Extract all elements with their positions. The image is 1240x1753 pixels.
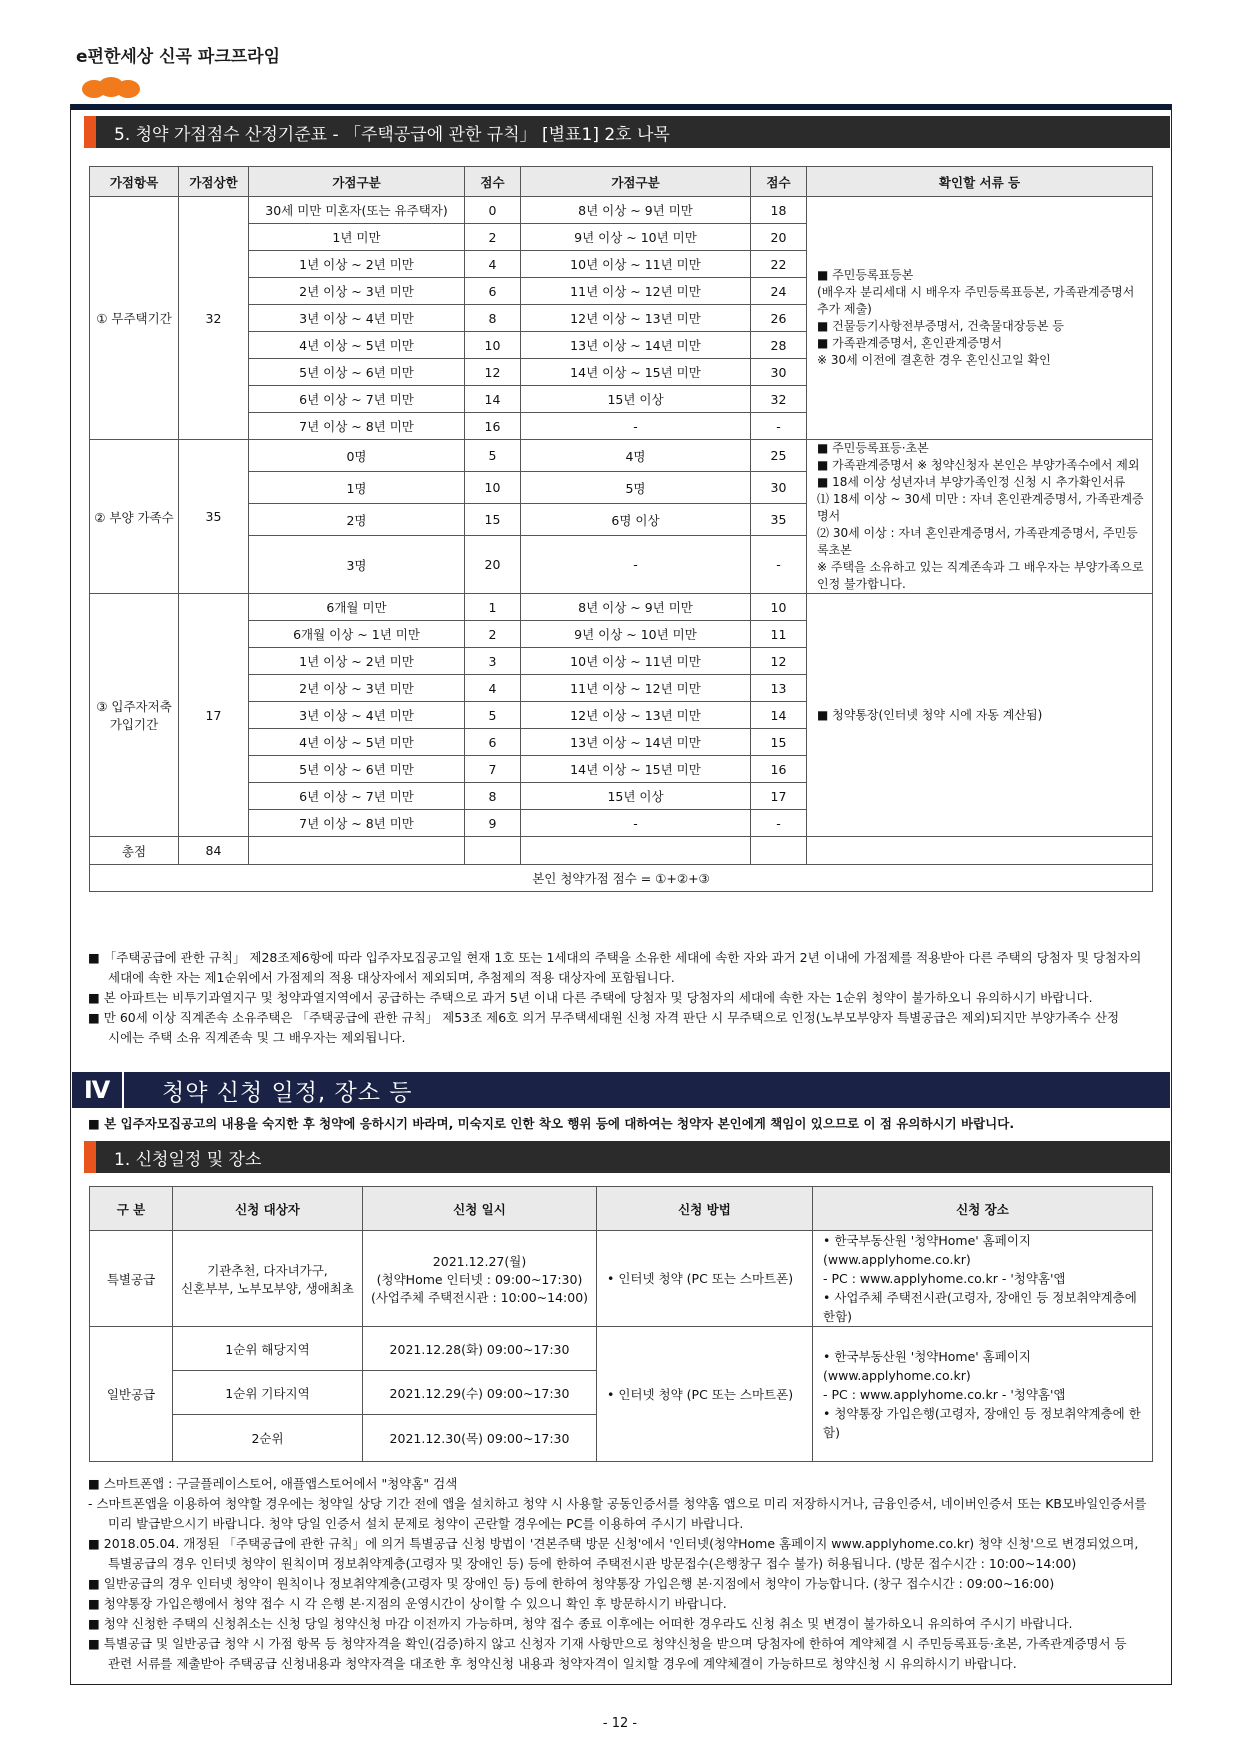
score-formula: 본인 청약가점 점수 = ①+②+③ <box>90 865 1153 892</box>
table-cell: 1년 이상 ~ 2년 미만 <box>249 648 465 675</box>
note-line: ■ 청약 신청한 주택의 신청취소는 신청 당일 청약신청 마감 이전까지 가능하며, 청약 접수 종료 이후에는 어떠한 경우라도 신청 취소 및 변경이 불가하오니 유의하여 주시기 바랍니다. <box>88 1616 1073 1631</box>
note-line: ■ 청약통장 가입은행에서 청약 접수 시 각 은행 본·지점의 운영시간이 상이할 수 있으니 확인 후 방문하시기 바랍니다. <box>88 1596 727 1611</box>
table-cell: 15년 이상 <box>521 386 751 413</box>
table-cell: 14년 이상 ~ 15년 미만 <box>521 359 751 386</box>
table-cell: 13년 이상 ~ 14년 미만 <box>521 729 751 756</box>
cell-line: 신혼부부, 노부모부양, 생애최초 <box>181 1280 354 1296</box>
supply-type: 일반공급 <box>90 1327 173 1462</box>
section1-title: 1. 신청일정 및 장소 <box>114 1149 262 1170</box>
target-group: 1순위 기타지역 <box>173 1371 363 1415</box>
required-docs <box>807 440 1153 594</box>
schedule-table <box>89 1186 1153 1462</box>
table-cell: 6개월 이상 ~ 1년 미만 <box>249 621 465 648</box>
table-cell: 2명 <box>249 504 465 536</box>
section-marker <box>84 116 96 148</box>
cell-line: • 청약통장 가입은행(고령자, 장애인 등 정보취약계층에 한함) <box>823 1405 1141 1440</box>
table-cell: 15 <box>751 729 807 756</box>
table-cell: - <box>521 810 751 837</box>
table-cell: 14 <box>751 702 807 729</box>
table-cell: 2 <box>465 621 521 648</box>
table-cell: 7년 이상 ~ 8년 미만 <box>249 810 465 837</box>
chapter4-header <box>72 1072 1170 1108</box>
column-header: 확인할 서류 등 <box>807 167 1153 197</box>
note-line: 세대에 속한 자는 제1순위에서 가점제의 적용 대상자에서 제외되며, 추첨제의 적용 대상자에 포함됩니다. <box>108 970 675 985</box>
column-header: 신청 대상자 <box>173 1187 363 1231</box>
table-cell: 3년 이상 ~ 4년 미만 <box>249 702 465 729</box>
table-cell: 5년 이상 ~ 6년 미만 <box>249 359 465 386</box>
apply-datetime: 2021.12.30(목) 09:00~17:30 <box>363 1415 597 1462</box>
table-cell: 3 <box>465 648 521 675</box>
table-cell: - <box>751 810 807 837</box>
table-cell: 11년 이상 ~ 12년 미만 <box>521 675 751 702</box>
note-line: ■ 만 60세 이상 직계존속 소유주택은 「주택공급에 관한 규칙」 제53조 제6호 의거 무주택세대원 신청 자격 판단 시 무주택으로 인정(노부모부양자 특별공급은 제외)되지만 부양가족수 산정 <box>88 1010 1120 1025</box>
table-cell: 7년 이상 ~ 8년 미만 <box>249 413 465 440</box>
table-cell: 4 <box>465 675 521 702</box>
cell-line: ■ 18세 이상 성년자녀 부양가족인정 신청 시 추가확인서류 <box>817 475 1126 489</box>
note-line: ■ 본 아파트는 비투기과열지구 및 청약과열지역에서 공급하는 주택으로 과거 5년 이내 다른 주택에 당첨자 및 당첨자의 세대에 속한 자는 1순위 청약이 불가하오니 유의하시기 바랍니다. <box>88 990 1093 1005</box>
note-line: 특별공급의 경우 인터넷 청약이 원칙이며 정보취약계층(고령자 및 장애인 등) 등에 한하여 주택전시관 방문접수(은행창구 접수 불가) 허용됩니다. (방문 접수시간 : 10:00~14:00) <box>108 1556 1077 1571</box>
note-line: ■ 「주택공급에 관한 규칙」 제28조제6항에 따라 입주자모집공고일 현재 1호 또는 1세대의 주택을 소유한 세대에 속한 자와 과거 2년 이내에 가점제를 적용받아 다른 주택의 당첨자 및 당첨자의 <box>88 950 1142 965</box>
table-cell: 22 <box>751 251 807 278</box>
table-cell: 13년 이상 ~ 14년 미만 <box>521 332 751 359</box>
section1-header <box>84 1141 1170 1173</box>
note-line: - 스마트폰앱을 이용하여 청약할 경우에는 청약일 상당 기간 전에 앱을 설치하고 청약 시 사용할 공동인증서를 청약홈 앱으로 미리 저장하시거나, 금융인증서, 네이버인증서 또는 KB모바일인증서를 <box>88 1496 1147 1511</box>
table-cell: 17 <box>751 783 807 810</box>
table-cell: 10 <box>751 594 807 621</box>
table-cell: 1명 <box>249 472 465 504</box>
table-cell <box>807 837 1153 865</box>
table-cell: 2년 이상 ~ 3년 미만 <box>249 278 465 305</box>
apply-place <box>813 1231 1153 1327</box>
cell-line: 2021.12.27(월) <box>432 1253 527 1269</box>
table-cell: 30세 미만 미혼자(또는 유주택자) <box>249 197 465 224</box>
table-cell: 12 <box>465 359 521 386</box>
table-cell <box>249 837 465 865</box>
table-cell: 8 <box>465 783 521 810</box>
table-cell: 12 <box>751 648 807 675</box>
column-header: 가점항목 <box>90 167 179 197</box>
score-max: 35 <box>179 440 249 594</box>
cell-line: ■ 주민등록표등본 <box>817 268 914 282</box>
table-cell <box>465 837 521 865</box>
score-item: ① 무주택기간 <box>90 197 179 440</box>
table-cell: 1년 미만 <box>249 224 465 251</box>
cell-line: ⑴ 18세 이상 ~ 30세 미만 : 자녀 혼인관계증명서, 가족관계증명서 <box>817 492 1144 523</box>
table-cell: 2 <box>465 224 521 251</box>
table-cell: 13 <box>751 675 807 702</box>
table-cell: 9 <box>465 810 521 837</box>
table-row <box>90 594 1153 621</box>
table-cell: 2년 이상 ~ 3년 미만 <box>249 675 465 702</box>
cell-line: ※ 주택을 소유하고 있는 직계존속과 그 배우자는 부양가족으로 인정 불가합니다. <box>817 560 1144 591</box>
table-cell: 12년 이상 ~ 13년 미만 <box>521 305 751 332</box>
table-cell: 14년 이상 ~ 15년 미만 <box>521 756 751 783</box>
table-cell: 30 <box>751 472 807 504</box>
note-line: ■ 일반공급의 경우 인터넷 청약이 원칙이나 정보취약계층(고령자 및 장애인 등) 등에 한하여 청약통장 가입은행 본·지점에서 청약이 가능합니다. (창구 접수시간 : 09:00~16:00) <box>88 1576 1055 1591</box>
supply-type: 특별공급 <box>90 1231 173 1327</box>
table-cell: 0명 <box>249 440 465 472</box>
cell-line: • 한국부동산원 '청약Home' 홈페이지 (www.applyhome.co.kr) <box>823 1348 1031 1383</box>
table-cell: 20 <box>751 224 807 251</box>
score-item: ② 부양 가족수 <box>90 440 179 594</box>
table-cell: - <box>751 536 807 594</box>
table-cell: 6 <box>465 278 521 305</box>
table-cell: 14 <box>465 386 521 413</box>
apply-place <box>813 1327 1153 1462</box>
cell-line: ■ 청약통장(인터넷 청약 시에 자동 계산됨) <box>817 707 1043 722</box>
table-cell: 8년 이상 ~ 9년 미만 <box>521 594 751 621</box>
table-cell: 16 <box>751 756 807 783</box>
schedule-notes <box>88 1474 1158 1674</box>
table-cell: 5년 이상 ~ 6년 미만 <box>249 756 465 783</box>
apply-datetime <box>363 1231 597 1327</box>
section5-title: 5. 청약 가점점수 산정기준표 - 「주택공급에 관한 규칙」 [별표1] 2호 나목 <box>114 124 670 145</box>
table-cell: 6명 이상 <box>521 504 751 536</box>
table-cell: 1 <box>465 594 521 621</box>
apply-datetime: 2021.12.29(수) 09:00~17:30 <box>363 1371 597 1415</box>
total-row <box>90 837 1153 865</box>
table-cell: 15 <box>465 504 521 536</box>
target-group <box>173 1231 363 1327</box>
brand-title: e편한세상 신곡 파크프라임 <box>76 47 281 67</box>
table-cell: - <box>521 413 751 440</box>
note-line: ■ 스마트폰앱 : 구글플레이스토어, 애플앱스토어에서 "청약홈" 검색 <box>88 1476 458 1491</box>
table-cell: - <box>751 413 807 440</box>
table-row <box>90 197 1153 224</box>
section5-header <box>84 116 1170 148</box>
table-cell: 35 <box>751 504 807 536</box>
required-docs <box>807 594 1153 837</box>
column-header: 신청 장소 <box>813 1187 1153 1231</box>
table-cell: 20 <box>465 536 521 594</box>
general-supply-row <box>90 1327 1153 1371</box>
score-notes <box>88 948 1158 1048</box>
chapter4-number: Ⅳ <box>72 1072 124 1108</box>
table-cell: 32 <box>751 386 807 413</box>
apply-datetime: 2021.12.28(화) 09:00~17:30 <box>363 1327 597 1371</box>
special-supply-row <box>90 1231 1153 1327</box>
table-cell: 4년 이상 ~ 5년 미만 <box>249 729 465 756</box>
column-header: 가점구분 <box>521 167 751 197</box>
note-line: ■ 특별공급 및 일반공급 청약 시 가점 항목 등 청약자격을 확인(검증)하지 않고 신청자 기재 사항만으로 청약신청을 받으며 당첨자에 한하여 계약체결 시 주민등록표등·초본, 가족관계증명서 등 <box>88 1636 1127 1651</box>
table-cell: 3년 이상 ~ 4년 미만 <box>249 305 465 332</box>
cell-line: (배우자 분리세대 시 배우자 주민등록표등본, 가족관계증명서 추가 제출) <box>817 285 1135 316</box>
cell-line: ⑵ 30세 이상 : 자녀 혼인관계증명서, 가족관계증명서, 주민등록초본 <box>817 526 1138 557</box>
score-table <box>89 166 1153 892</box>
table-cell: 15년 이상 <box>521 783 751 810</box>
brand-logo-icon <box>80 76 142 98</box>
column-header: 점수 <box>751 167 807 197</box>
table-cell: 1년 이상 ~ 2년 미만 <box>249 251 465 278</box>
table-cell: 10년 이상 ~ 11년 미만 <box>521 251 751 278</box>
table-cell: 6개월 미만 <box>249 594 465 621</box>
cell-line: • 한국부동산원 '청약Home' 홈페이지 (www.applyhome.co.kr) <box>823 1233 1031 1267</box>
table-cell: 16 <box>465 413 521 440</box>
cell-line: ※ 30세 이전에 결혼한 경우 혼인신고일 확인 <box>817 353 1051 367</box>
total-max: 84 <box>179 837 249 865</box>
page-number: - 12 - <box>602 1716 638 1731</box>
cell-line: (사업주체 주택전시관 : 10:00~14:00) <box>370 1289 589 1305</box>
section-marker <box>84 1141 96 1173</box>
table-cell: 8 <box>465 305 521 332</box>
table-cell: 6년 이상 ~ 7년 미만 <box>249 783 465 810</box>
cell-line: ■ 주민등록표등·초본 <box>817 441 929 455</box>
table-cell: 26 <box>751 305 807 332</box>
table-cell: 7 <box>465 756 521 783</box>
table-cell: 25 <box>751 440 807 472</box>
table-cell: 8년 이상 ~ 9년 미만 <box>521 197 751 224</box>
note-line: 시에는 주택 소유 직계존속 및 그 배우자는 제외됩니다. <box>108 1030 406 1045</box>
table-cell: 10 <box>465 472 521 504</box>
column-header: 점수 <box>465 167 521 197</box>
table-cell: 6 <box>465 729 521 756</box>
cell-line: (청약Home 인터넷 : 09:00~17:30) <box>376 1271 583 1287</box>
column-header: 구 분 <box>90 1187 173 1231</box>
apply-method: • 인터넷 청약 (PC 또는 스마트폰) <box>597 1231 813 1327</box>
table-cell: 0 <box>465 197 521 224</box>
target-group: 1순위 해당지역 <box>173 1327 363 1371</box>
chapter4-title: 청약 신청 일정, 장소 등 <box>162 1079 413 1106</box>
table-cell: 5 <box>465 702 521 729</box>
formula-row <box>90 865 1153 892</box>
table-cell: 4년 이상 ~ 5년 미만 <box>249 332 465 359</box>
note-line: 관련 서류를 제출받아 주택공급 신청내용과 청약자격을 대조한 후 청약신청 내용과 청약자격이 일치할 경우에 계약체결이 가능하므로 청약신청 시 유의하시기 바랍니다. <box>108 1656 1017 1671</box>
column-header: 신청 일시 <box>363 1187 597 1231</box>
table-cell: 4 <box>465 251 521 278</box>
table-cell: 30 <box>751 359 807 386</box>
note-line: ■ 2018.05.04. 개정된 「주택공급에 관한 규칙」에 의거 특별공급 신청 방법이 '견본주택 방문 신청'에서 '인터넷(청약Home 홈페이지 www.applyhome.co.kr) 청약 신청'으로 변경되었으며, <box>88 1536 1139 1551</box>
table-cell: 11 <box>751 621 807 648</box>
table-cell <box>521 837 751 865</box>
table-cell: 10년 이상 ~ 11년 미만 <box>521 648 751 675</box>
score-max: 32 <box>179 197 249 440</box>
table-cell: 10 <box>465 332 521 359</box>
table-cell: 11년 이상 ~ 12년 미만 <box>521 278 751 305</box>
cell-line: • 사업주체 주택전시관(고령자, 장애인 등 정보취약계층에 한함) <box>823 1290 1137 1324</box>
required-docs <box>807 197 1153 440</box>
column-header: 가점상한 <box>179 167 249 197</box>
total-label: 총점 <box>90 837 179 865</box>
table-cell: 6년 이상 ~ 7년 미만 <box>249 386 465 413</box>
column-header: 가점구분 <box>249 167 465 197</box>
cell-line: 기관추천, 다자녀가구, <box>207 1262 328 1278</box>
cell-line: - PC : www.applyhome.co.kr - '청약홈'앱 <box>823 1386 1066 1402</box>
cell-line: ■ 가족관계증명서, 혼인관계증명서 <box>817 336 1003 350</box>
chapter4-notice: ■ 본 입주자모집공고의 내용을 숙지한 후 청약에 응하시기 바라며, 미숙지로 인한 착오 행위 등에 대하여는 청약자 본인에게 책임이 있으므로 이 점 유의하시기 바랍니다. <box>88 1116 1015 1131</box>
table-cell: - <box>521 536 751 594</box>
table-row <box>90 440 1153 472</box>
table-cell: 4명 <box>521 440 751 472</box>
score-item: ③ 입주자저축 가입기간 <box>90 594 179 837</box>
table-cell <box>751 837 807 865</box>
cell-line: ■ 가족관계증명서 ※ 청약신청자 본인은 부양가족수에서 제외 <box>817 458 1140 472</box>
cell-line: - PC : www.applyhome.co.kr - '청약홈'앱 <box>823 1271 1066 1286</box>
table-cell: 5 <box>465 440 521 472</box>
table-cell: 3명 <box>249 536 465 594</box>
cell-line: ■ 건물등기사항전부증명서, 건축물대장등본 등 <box>817 319 1064 333</box>
column-header: 신청 방법 <box>597 1187 813 1231</box>
table-cell: 9년 이상 ~ 10년 미만 <box>521 621 751 648</box>
table-cell: 28 <box>751 332 807 359</box>
table-cell: 5명 <box>521 472 751 504</box>
table-cell: 24 <box>751 278 807 305</box>
apply-method: • 인터넷 청약 (PC 또는 스마트폰) <box>597 1327 813 1462</box>
table-cell: 18 <box>751 197 807 224</box>
table-cell: 12년 이상 ~ 13년 미만 <box>521 702 751 729</box>
score-max: 17 <box>179 594 249 837</box>
target-group: 2순위 <box>173 1415 363 1462</box>
note-line: 미리 발급받으시기 바랍니다. 청약 당일 인증서 설치 문제로 청약이 곤란할 경우에는 PC를 이용하여 주시기 바랍니다. <box>108 1516 744 1531</box>
table-cell: 9년 이상 ~ 10년 미만 <box>521 224 751 251</box>
